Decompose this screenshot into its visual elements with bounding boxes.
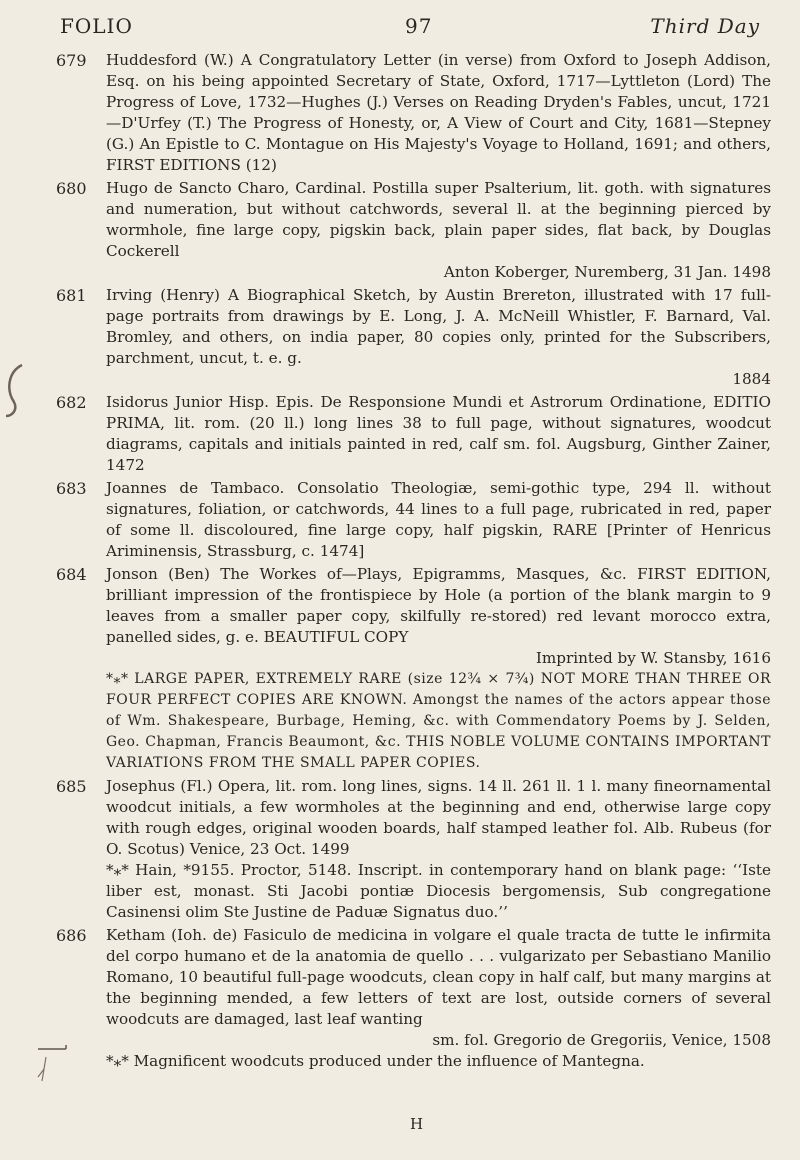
lot-description: Josephus (Fl.) Opera, lit. rom. long lines, signs. 14 ll. 261 ll. 1 l. many fineornamental woodcut initials, a few wormholes at the beginning and end, otherwise large copy with rough edges, original wooden boards, half stamped leather fol. Alb. Rubeus (for O. Scotus) Venice, 23 Oct. 1499 bbox=[106, 777, 771, 858]
lot-note: *⁎* Hain, *9155. Proctor, 5148. Inscript. in contemporary hand on blank page: ‘‘Iste liber est, monast. Sti Jacobi pontiæ Diocesis bergomensis, Sub congregatione Casinensi olim Ste Justine de Paduæ Signatus duo.’’ bbox=[106, 861, 771, 921]
lot-entry bbox=[56, 478, 771, 562]
lot-description: Isidorus Junior Hisp. Epis. De Responsione Mundi et Astrorum Ordinatione, EDITIO PRIMA, lit. rom. (20 ll.) long lines 38 to full page, without signatures, woodcut diagrams, capitals and initials painted in red, calf sm. fol. Augsburg, Ginther Zainer, 1472 bbox=[106, 393, 771, 474]
lot-description: Ketham (Ioh. de) Fasiculo de medicina in volgare el quale tracta de tutte le infirmita del corpo humano et de la anatomia de quello . . . vulgarizato per Sebastiano Manilio Romano, 10 beautiful full-page woodcuts, clean copy in half calf, but many margins at the beginning mended, a few letters of text are lost, outside corners of several woodcuts are damaged, last leaf wanting bbox=[106, 926, 771, 1028]
lot-description: Joannes de Tambaco. Consolatio Theologiæ, semi-gothic type, 294 ll. without signatures, foliation, or catchwords, 44 lines to a full page, rubricated in red, paper of some ll. discoloured, fine large copy, half pigskin, RARE [Printer of Henricus Ariminensis, Strassburg, c. 1474] bbox=[106, 479, 771, 560]
lot-number: 681 bbox=[56, 286, 87, 305]
lot-note: *⁎* LARGE PAPER, EXTREMELY RARE (size 12¾ × 7¾) NOT MORE THAN THREE OR FOUR PERFECT COPIES ARE KNOWN. Amongst the names of the actors appear those of Wm. Shakespeare, Burbage, Heming, &c. with Commendatory Poems by J. Selden, Geo. Chapman, Francis Beaumont, &c. THIS NOBLE VOLUME CONTAINS IMPORTANT VARIATIONS FROM THE SMALL PAPER COPIES. bbox=[106, 671, 771, 771]
lot-number: 680 bbox=[56, 179, 87, 198]
lot-number: 684 bbox=[56, 565, 87, 584]
lot-entry bbox=[56, 178, 771, 283]
lot-entry bbox=[56, 925, 771, 1072]
lot-description: Irving (Henry) A Biographical Sketch, by Austin Brereton, illustrated with 17 full-page portraits from drawings by E. Long, J. A. McNeill Whistler, F. Barnard, Val. Bromley, and others, on india paper, 80 copies only, printed for the Subscribers, parchment, uncut, t. e. g. bbox=[106, 286, 771, 367]
lot-description: Huddesford (W.) A Congratulatory Letter (in verse) from Oxford to Joseph Addison, Esq. on his being appointed Secretary of State, Oxford, 1717—Lyttleton (Lord) The Progress of Love, 1732—Hughes (J.) Verses on Reading Dryden's Fables, uncut, 1721—D'Urfey (T.) The Progress of Honesty, or, A View of Court and City, 1681—Stepney (G.) An Epistle to C. Montague on His Majesty's Voyage to Holland, 1691; and others, FIRST EDITIONS (12) bbox=[106, 51, 771, 174]
page-number: 97 bbox=[405, 14, 433, 38]
lot-imprint: 1884 bbox=[732, 370, 771, 388]
lot-entry bbox=[56, 50, 771, 176]
header-day: Third Day bbox=[650, 14, 760, 38]
lot-description: Jonson (Ben) The Workes of—Plays, Epigramms, Masques, &c. FIRST EDITION, brilliant impression of the frontispiece by Hole (a portion of the blank margin to 9 leaves from a smaller paper copy, skilfully re-stored) red levant morocco extra, panelled sides, g. e. BEAUTIFUL COPY bbox=[106, 565, 771, 646]
lot-imprint: sm. fol. Gregorio de Gregoriis, Venice, 1508 bbox=[432, 1031, 771, 1049]
lot-entry bbox=[56, 392, 771, 476]
margin-hook-mark bbox=[0, 360, 30, 420]
lot-number: 682 bbox=[56, 393, 87, 412]
lot-number: 685 bbox=[56, 777, 87, 796]
lot-description: Hugo de Sancto Charo, Cardinal. Postilla super Psalterium, lit. goth. with signatures and numeration, but without catchwords, several ll. at the beginning pierced by wormhole, fine large copy, pigskin back, plain paper sides, flat back, by Douglas Cockerell bbox=[106, 179, 771, 260]
lot-entry bbox=[56, 285, 771, 390]
lot-imprint: Imprinted by W. Stansby, 1616 bbox=[535, 649, 771, 667]
lot-number: 686 bbox=[56, 926, 87, 945]
lot-list bbox=[56, 50, 771, 1072]
lot-number: 683 bbox=[56, 479, 87, 498]
signature-mark: H bbox=[410, 1115, 424, 1133]
header-folio: FOLIO bbox=[60, 14, 133, 38]
lot-number: 679 bbox=[56, 51, 87, 70]
lot-entry bbox=[56, 564, 771, 774]
lot-imprint: Anton Koberger, Nuremberg, 31 Jan. 1498 bbox=[443, 263, 771, 281]
lot-note: *⁎* Magnificent woodcuts produced under the influence of Mantegna. bbox=[106, 1052, 645, 1070]
page-header bbox=[60, 14, 760, 44]
lot-entry bbox=[56, 776, 771, 923]
